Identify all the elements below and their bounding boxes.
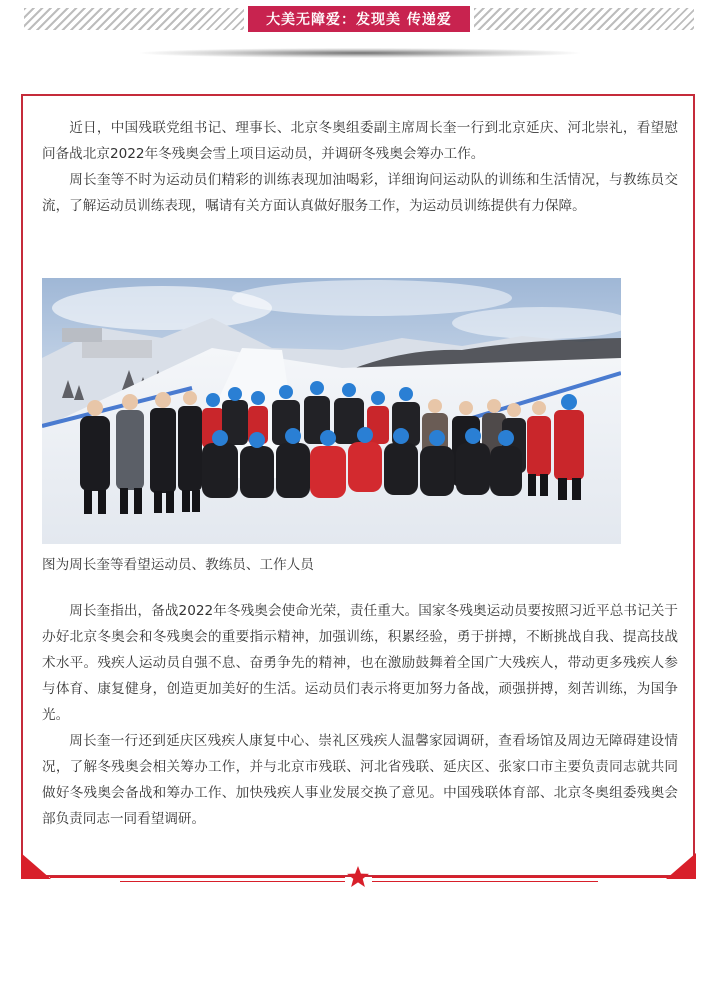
footer-rule-left <box>50 876 345 878</box>
article-photo <box>42 278 621 544</box>
footer-thin-rule-left <box>120 881 345 882</box>
footer-rule-right <box>372 876 668 878</box>
article-top <box>42 115 678 219</box>
photo-illustration <box>42 278 621 544</box>
banner-hatch-left <box>24 8 244 30</box>
star-icon <box>346 866 370 888</box>
corner-triangle-left <box>21 853 51 879</box>
banner-title: 大美无障爱：发现美 传递爱 <box>266 12 452 28</box>
footer-thin-rule-right <box>372 881 598 882</box>
banner-hatch-right <box>474 8 694 30</box>
corner-triangle-right <box>666 853 696 879</box>
article-bottom <box>42 598 678 832</box>
banner-shadow <box>140 48 580 58</box>
photo-caption: 图为周长奎等看望运动员、教练员、工作人员 <box>42 557 314 573</box>
header-banner <box>248 6 470 32</box>
paragraph-1: 近日，中国残联党组书记、理事长、北京冬奥组委副主席周长奎一行到北京延庆、河北崇礼，看望慰问备战北京2022年冬残奥会雪上项目运动员，并调研冬残奥会筹办工作。 <box>42 120 678 162</box>
paragraph-2: 周长奎等不时为运动员们精彩的训练表现加油喝彩，详细询问运动队的训练和生活情况，与教练员交流，了解运动员训练表现，嘱请有关方面认真做好服务工作，为运动员训练提供有力保障。 <box>42 172 678 214</box>
paragraph-4: 周长奎一行还到延庆区残疾人康复中心、崇礼区残疾人温馨家园调研，查看场馆及周边无障碍建设情况，了解冬残奥会相关筹办工作，并与北京市残联、河北省残联、延庆区、张家口市主要负责同志就共同做好冬残奥会备战和筹办工作、加快残疾人事业发展交换了意见。中国残联体育部、北京冬奥组委残奥会部负责同志一同看望调研。 <box>42 733 678 827</box>
paragraph-3: 周长奎指出，备战2022年冬残奥会使命光荣，责任重大。国家冬残奥运动员要按照习近平总书记关于办好北京冬奥会和冬残奥会的重要指示精神，加强训练，积累经验，勇于拼搏，不断挑战自我、提高技战术水平。残疾人运动员自强不息、奋勇争先的精神，也在激励鼓舞着全国广大残疾人，带动更多残疾人参与体育、康复健身，创造更加美好的生活。运动员们表示将更加努力备战，顽强拼搏，刻苦训练，为国争光。 <box>42 603 678 723</box>
